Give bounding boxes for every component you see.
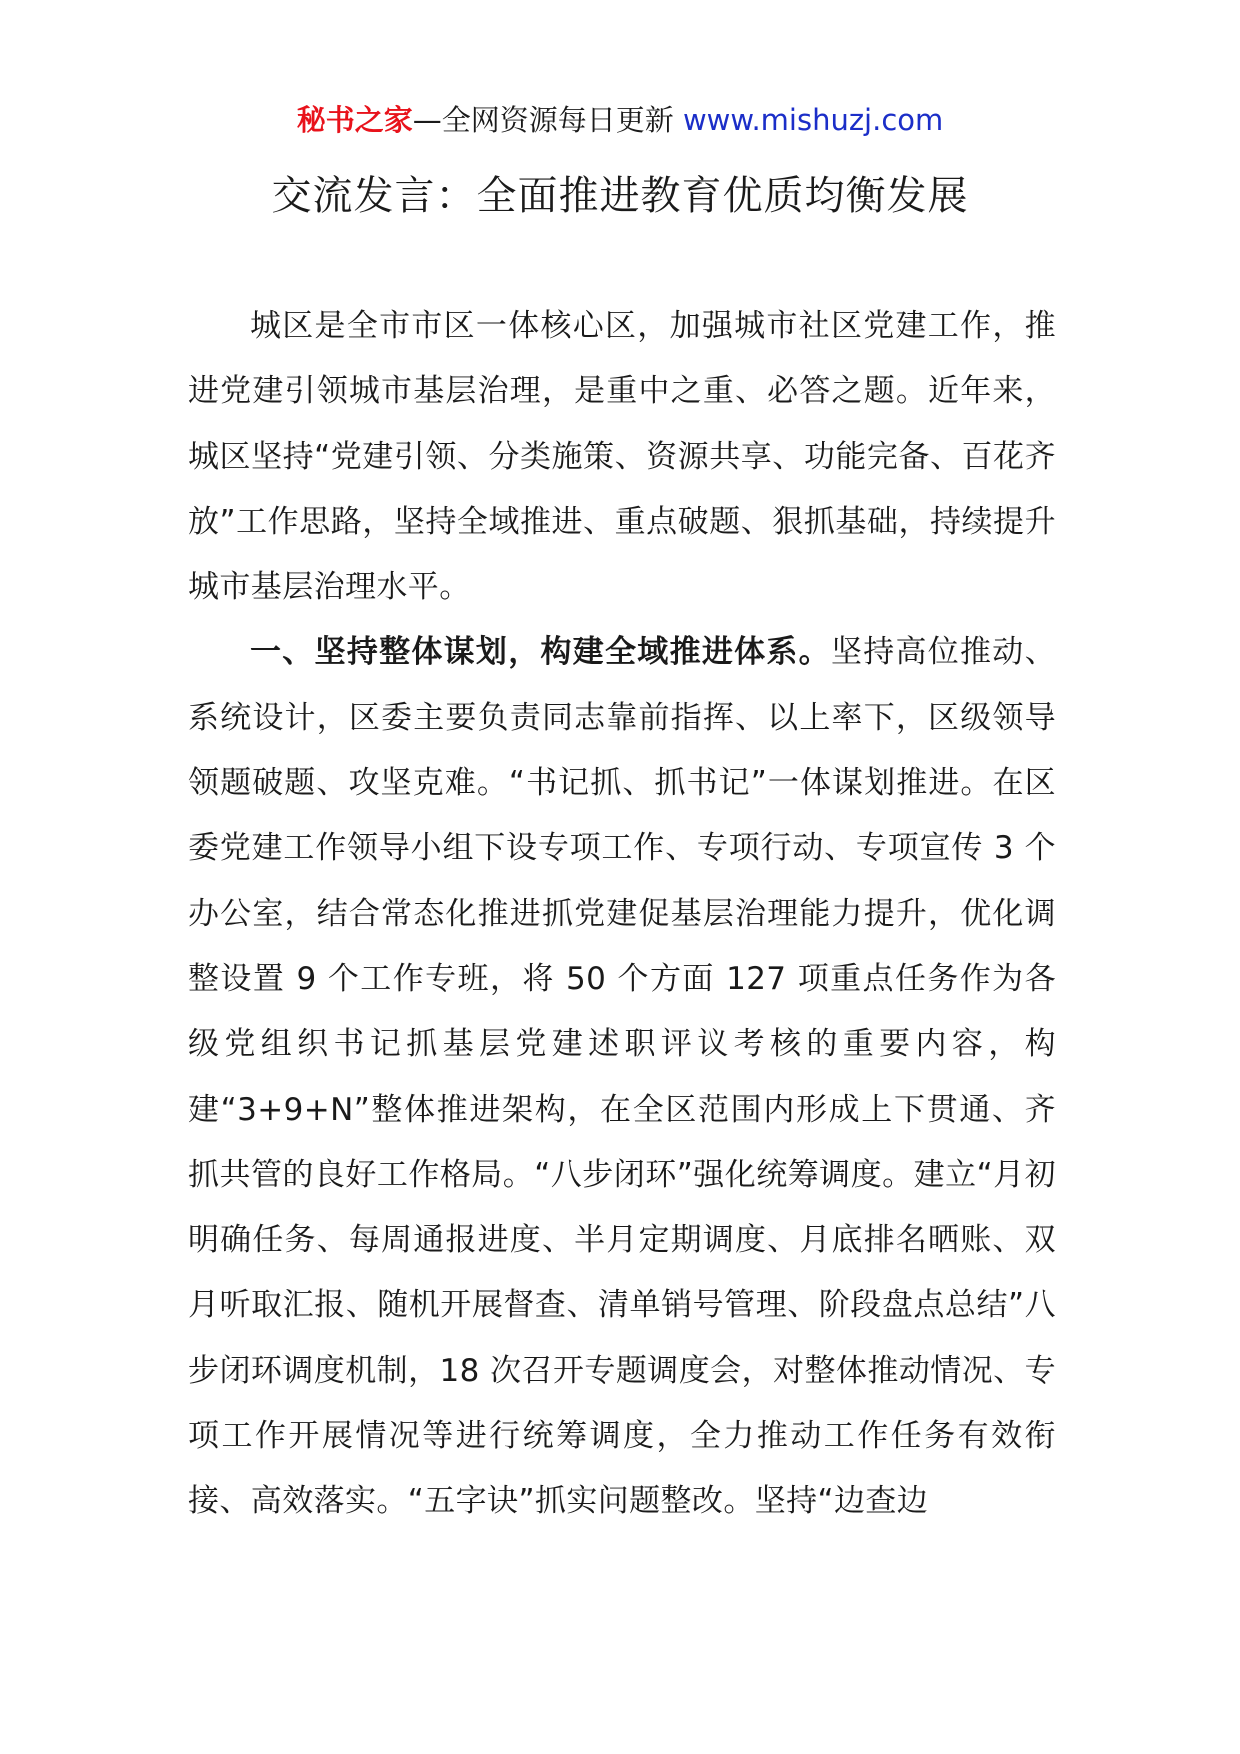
- header-tagline: —全网资源每日更新: [412, 103, 683, 137]
- site-header: [0, 100, 1240, 140]
- section-one-text: 坚持高位推动、系统设计，区委主要负责同志靠前指挥、以上率下，区级领导领题破题、攻坚克难。“书记抓、抓书记”一体谋划推进。在区委党建工作领导小组下设专项工作、专项行动、专项宣传 3 个办公室，结合常态化推进抓党建促基层治理能力提升，优化调整设置 9 个工作专班，将 50 个方面 127 项重点任务作为各级党组织书记抓基层党建述职评议考核的重要内容，构建“3+9+N”整体推进架构，在全区范围内形成上下贯通、齐抓共管的良好工作格局。“八步闭环”强化统筹调度。建立“月初明确任务、每周通报进度、半月定期调度、月底排名晒账、双月听取汇报、随机开展督查、清单销号管理、阶段盘点总结”八步闭环调度机制，18 次召开专题调度会，对整体推动情况、专项工作开展情况等进行统筹调度，全力推动工作任务有效衔接、高效落实。“五字诀”抓实问题整改。坚持“边查边: [188, 634, 1056, 1520]
- paragraph-section-one: [188, 620, 1056, 1534]
- site-url-link[interactable]: www.mishuzj.com: [682, 103, 944, 137]
- document-body: [188, 294, 1056, 1535]
- section-one-heading: 一、坚持整体谋划，构建全域推进体系。: [250, 634, 831, 671]
- document-title: 交流发言：全面推进教育优质均衡发展: [271, 173, 969, 219]
- brand-name: 秘书之家: [296, 103, 413, 137]
- paragraph-intro: [188, 294, 1056, 620]
- paragraph-intro-text: 城区是全市市区一体核心区，加强城市社区党建工作，推进党建引领城市基层治理，是重中之重、必答之题。近年来，城区坚持“党建引领、分类施策、资源共享、功能完备、百花齐放”工作思路，坚持全域推进、重点破题、狠抓基础，持续提升城市基层治理水平。: [188, 308, 1056, 606]
